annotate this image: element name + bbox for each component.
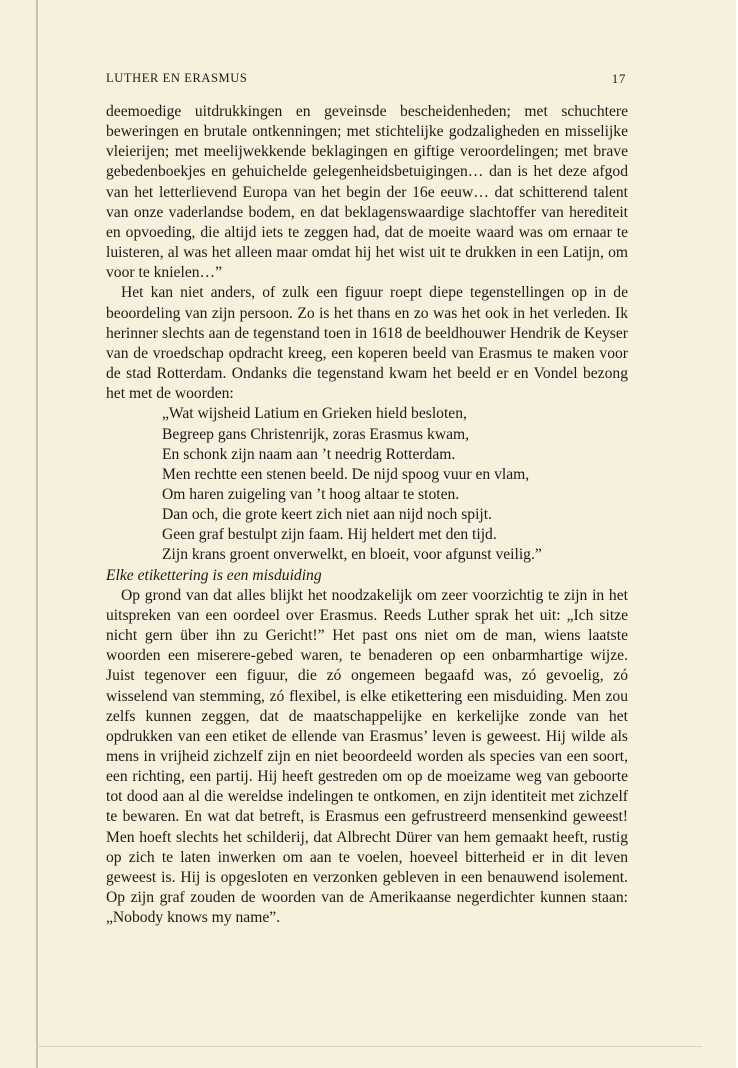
poem-line: Zijn krans groent onverwelkt, en bloeit, voor afgunst veilig.” [162,546,542,564]
running-header [106,71,626,89]
poem-line: Dan och, die grote keert zich niet aan nijd noch spijt. [162,506,492,524]
section-heading: Elke etikettering is een misduiding [106,566,322,584]
page-number: 17 [611,71,626,86]
poem-line: Men rechtte een stenen beeld. De nijd spoog vuur en vlam, [162,465,530,483]
poem-line: Begreep gans Christenrijk, zoras Erasmus kwam, [162,425,470,443]
paragraph-closing: Op grond van dat alles blijkt het noodzakelijk om zeer voorzichtig te zijn in het uitspreken van een oordeel over Erasmus. Reeds Luther sprak het uit: „Ich sitze nicht gern über ihn zu Gericht!” Het past ons niet om de man, wiens laatste woorden een miserere-gebed waren, te benaderen op een onbarmhartige wijze. Juist tegenover een figuur, die zó ongemeen begaafd was, zó gevoelig, zó wisselend van stemming, zó flexibel, is elke etikettering een misduiding. Men zou zelfs kunnen zeggen, dat de maatschappelijke en kerkelijke zonde van het opdrukken van een etiket de ellende van Erasmus’ leven is geweest. Hij wilde als mens in vrijheid zichzelf zijn en niet beoordeeld worden als species van een soort, een richting, een partij. Hij heeft gestreden om op de moeizame weg van geboorte tot dood aan al die wereldse indelingen te ontkomen, en zijn identiteit met zichzelf te bewaren. En wat dat betreft, is Erasmus een gefrustreerd mensenkind geweest! Men hoeft slechts het schilderij, dat Albrecht Dürer van hem gemaakt heeft, rustig op zich te laten inwerken om aan te voelen, hoeveel bitterheid er in dit leven geweest is. Hij is opgesloten en verzonken gebleven in een benauwend isolement. Op zijn graf zouden de woorden van de Amerikaanse negerdichter kunnen staan: „Nobody knows my name”. [106,586,628,927]
body-text [106,102,628,928]
poem-line: „Wat wijsheid Latium en Grieken hield besloten, [162,405,467,423]
gutter-shadow [36,0,38,1068]
poem-line: En schonk zijn naam aan ’t needrig Rotterdam. [162,445,456,463]
vondel-poem [162,404,628,565]
paragraph-continued: deemoedige uitdrukkingen en geveinsde bescheidenheden; met schuchtere beweringen en brutale ontkenningen; met stichtelijke godzaligheden en misselijke vleierijen; met meelijwekkende beklagingen en giftige veroordelingen; met brave gebedenboekjes en gehuichelde gelegenheidsbetuigingen… dan is het deze afgod van het letterlievend Europa van het begin der 16e eeuw… dat schitterend talent van onze vaderlandse bodem, en dat beklagenswaardige slachtoffer van herediteit en opvoeding, die altijd iets te zeggen had, dat de moeite waard was om ernaar te luisteren, al was het alleen maar omdat hij het wist uit te drukken in een Latijn, om voor te knielen…” [106,103,628,282]
poem-line: Om haren zuigeling van ’t hoog altaar te stoten. [162,485,460,503]
running-title: LUTHER EN ERASMUS [106,71,248,85]
paragraph-vondel-intro: Het kan niet anders, of zulk een figuur roept diepe tegenstellingen op in de beoordeling van zijn persoon. Zo is het thans en zo was het ook in het verleden. Ik herinner slechts aan de tegenstand toen in 1618 de beeldhouwer Hendrik de Keyser van de vroedschap opdracht kreeg, een koperen beeld van Erasmus te maken voor de stad Rotterdam. Ondanks die tegenstand kwam het beeld er en Vondel bezong het met de woorden: [106,284,628,403]
poem-line: Geen graf bestulpt zijn faam. Hij heldert met den tijd. [162,526,497,544]
page-bottom-edge [36,1046,702,1047]
